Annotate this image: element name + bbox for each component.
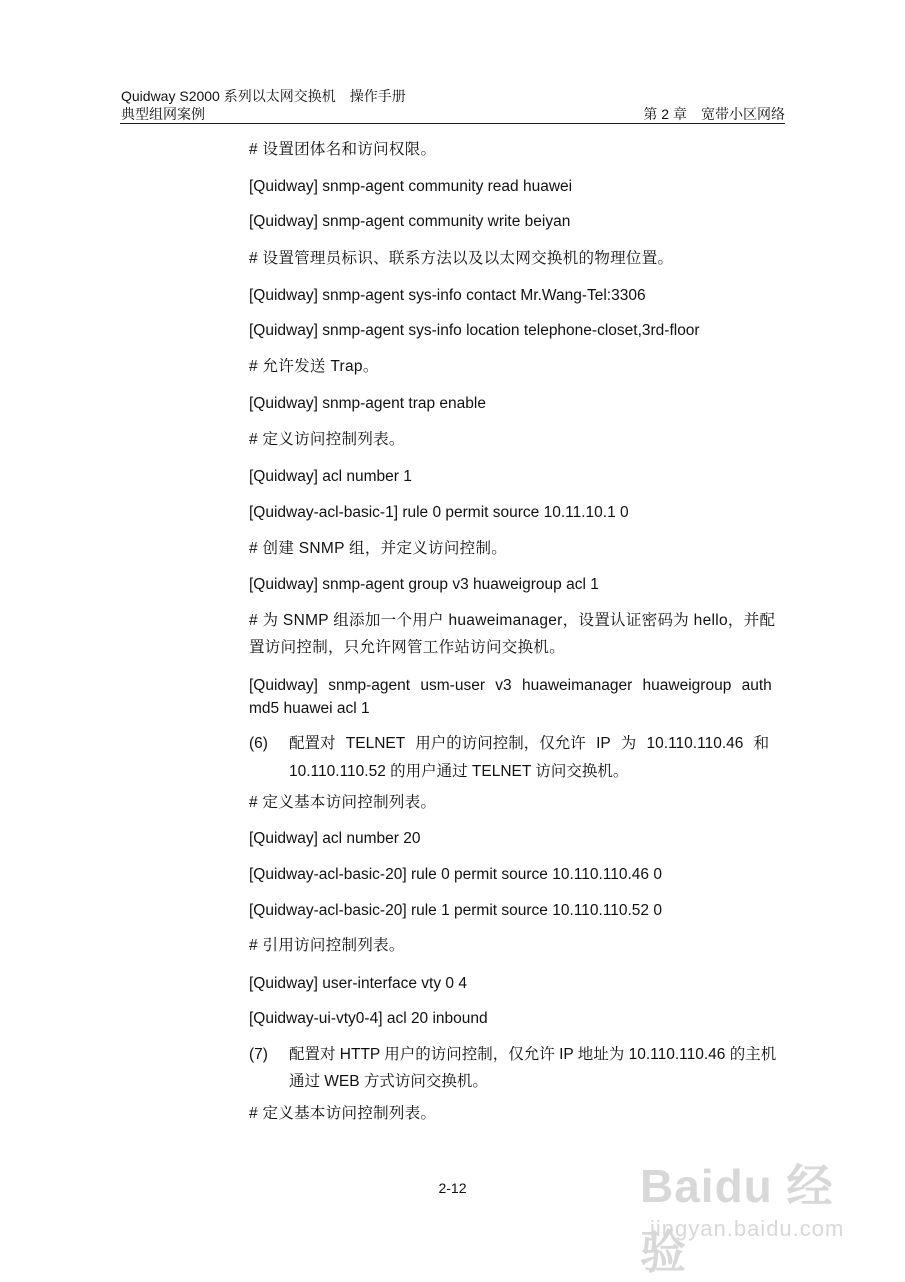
comment-line: # 定义访问控制列表。 xyxy=(249,431,405,448)
header-section: 典型组网案例 xyxy=(121,106,205,122)
list-item-number: (6) xyxy=(249,735,268,752)
header-rule xyxy=(120,123,785,124)
comment-line: # 定义基本访问控制列表。 xyxy=(249,1105,437,1122)
command-line: [Quidway] snmp-agent group v3 huaweigroup acl 1 xyxy=(249,576,599,593)
page-number: 2-12 xyxy=(438,1180,467,1196)
command-line: [Quidway] snmp-agent community write beiyan xyxy=(249,213,571,230)
command-line: [Quidway] snmp-agent usm-user v3 huaweimanager huaweigroup auth xyxy=(249,677,772,694)
command-line: [Quidway-acl-basic-20] rule 0 permit source 10.110.110.46 0 xyxy=(249,866,662,883)
comment-line: 置访问控制，只允许网管工作站访问交换机。 xyxy=(249,639,566,656)
command-line: [Quidway] snmp-agent sys-info location telephone-closet,3rd-floor xyxy=(249,322,700,339)
command-line: [Quidway] acl number 20 xyxy=(249,830,421,847)
watermark-url: jingyan.baidu.com xyxy=(650,1216,845,1241)
command-line: [Quidway] user-interface vty 0 4 xyxy=(249,975,467,992)
command-line: [Quidway-acl-basic-1] rule 0 permit source 10.11.10.1 0 xyxy=(249,504,629,521)
list-item-text: 配置对 TELNET 用户的访问控制，仅允许 IP 为 10.110.110.46 和 xyxy=(289,735,770,752)
command-line: [Quidway-ui-vty0-4] acl 20 inbound xyxy=(249,1010,488,1027)
comment-line: # 引用访问控制列表。 xyxy=(249,937,405,954)
watermark-logo: Baidu 经验 xyxy=(640,1160,834,1278)
list-item-number: (7) xyxy=(249,1046,268,1063)
command-line: md5 huawei acl 1 xyxy=(249,700,370,717)
command-line: [Quidway] acl number 1 xyxy=(249,468,412,485)
comment-line: # 定义基本访问控制列表。 xyxy=(249,794,437,811)
comment-line: # 允许发送 Trap。 xyxy=(249,358,379,375)
comment-line: # 设置管理员标识、联系方法以及以太网交换机的物理位置。 xyxy=(249,250,674,267)
list-item-text: 配置对 HTTP 用户的访问控制，仅允许 IP 地址为 10.110.110.46 的主机 xyxy=(289,1046,777,1063)
header-chapter: 第 2 章 宽带小区网络 xyxy=(643,106,785,122)
command-line: [Quidway] snmp-agent community read huawei xyxy=(249,178,573,195)
list-item-text: 10.110.110.52 的用户通过 TELNET 访问交换机。 xyxy=(289,763,629,780)
command-line: [Quidway-acl-basic-20] rule 1 permit source 10.110.110.52 0 xyxy=(249,902,662,919)
header-title: Quidway S2000 系列以太网交换机 操作手册 xyxy=(121,88,406,104)
command-line: [Quidway] snmp-agent trap enable xyxy=(249,395,486,412)
list-item-text: 通过 WEB 方式访问交换机。 xyxy=(289,1073,488,1090)
comment-line: # 设置团体名和访问权限。 xyxy=(249,141,437,158)
comment-line: # 为 SNMP 组添加一个用户 huaweimanager，设置认证密码为 hello，并配 xyxy=(249,612,776,629)
command-line: [Quidway] snmp-agent sys-info contact Mr.Wang-Tel:3306 xyxy=(249,287,646,304)
comment-line: # 创建 SNMP 组，并定义访问控制。 xyxy=(249,540,508,557)
baidu-watermark xyxy=(640,1140,860,1278)
